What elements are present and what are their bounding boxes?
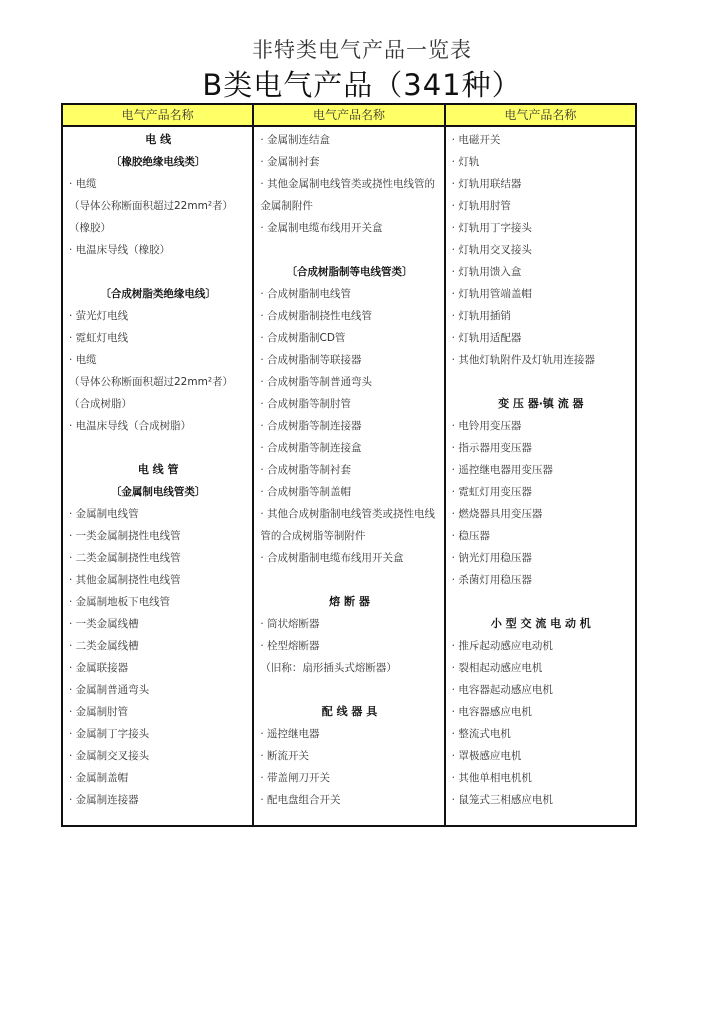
- list-item: · 二类金属制挠性电线管: [69, 552, 181, 564]
- table-column-1: [63, 105, 254, 825]
- list-item: · 萤光灯电线: [69, 310, 129, 322]
- list-item: · 二类金属线槽: [69, 640, 139, 652]
- list-item: · 灯轨用联结器: [451, 178, 522, 190]
- list-item-continuation: （导体公称断面积超过22mm²者）: [69, 200, 234, 212]
- spacer-row: [260, 239, 438, 261]
- product-table: [61, 103, 637, 827]
- column-body: [63, 127, 252, 811]
- list-item: · 筒状熔断器: [260, 618, 320, 630]
- subsection-heading: 〔金属制电线管类〕: [110, 486, 206, 498]
- column-body: [446, 127, 635, 811]
- list-item: · 钠光灯用稳压器: [451, 552, 532, 564]
- subsection-heading: 〔橡胶绝缘电线类〕: [110, 156, 206, 168]
- list-item: · 断流开关: [260, 750, 310, 762]
- list-item: · 配电盘组合开关: [260, 794, 341, 806]
- list-item: · 合成树脂制电线管: [260, 288, 352, 300]
- list-item: · 其他单相电机机: [451, 772, 532, 784]
- list-item: · 电磁开关: [451, 134, 501, 146]
- list-item: · 金属制普通弯头: [69, 684, 150, 696]
- list-item: · 其他灯轨附件及灯轨用连接器: [451, 354, 595, 366]
- list-item: · 霓虹灯用变压器: [451, 486, 532, 498]
- list-item: · 合成树脂制CD管: [260, 332, 346, 344]
- list-item: · 一类金属制挠性电线管: [69, 530, 181, 542]
- list-item: · 灯轨用插销: [451, 310, 511, 322]
- list-item: · 灯轨用丁字接头: [451, 222, 532, 234]
- list-item-continuation: （合成树脂）: [69, 398, 132, 410]
- section-heading: 熔 断 器: [329, 595, 370, 608]
- list-item: · 金属制连接器: [69, 794, 139, 806]
- list-item-continuation: （橡胶）: [69, 222, 111, 234]
- list-item: · 遥控继电器: [260, 728, 320, 740]
- list-item-continuation: 金属制附件: [260, 200, 313, 212]
- list-item: · 金属联接器: [69, 662, 129, 674]
- list-item: · 金属制电线管: [69, 508, 139, 520]
- list-item: · 一类金属线槽: [69, 618, 139, 630]
- list-item: · 霓虹灯电线: [69, 332, 129, 344]
- page-title: 非特类电气产品一览表: [252, 38, 472, 62]
- spacer-row: [69, 261, 247, 283]
- list-item: · 罩极感应电机: [451, 750, 522, 762]
- table-column-2: [254, 105, 445, 825]
- list-item: · 栓型熔断器: [260, 640, 320, 652]
- list-item: · 电温床导线（橡胶）: [69, 244, 171, 256]
- spacer-row: [260, 569, 438, 591]
- list-item: · 金属制衬套: [260, 156, 320, 168]
- list-item: · 合成树脂制电缆布线用开关盒: [260, 552, 404, 564]
- list-item: · 合成树脂制等联接器: [260, 354, 362, 366]
- column-body: [254, 127, 443, 811]
- list-item: · 带盖闸刀开关: [260, 772, 331, 784]
- section-heading: 电 线 管: [137, 463, 179, 476]
- list-item-continuation: （导体公称断面积超过22mm²者）: [69, 376, 234, 388]
- list-item: · 稳压器: [451, 530, 490, 542]
- list-item: · 金属制肘管: [69, 706, 129, 718]
- list-item: · 金属制丁字接头: [69, 728, 150, 740]
- section-heading: 小 型 交 流 电 动 机: [490, 617, 591, 630]
- list-item: · 灯轨用管端盖帽: [451, 288, 532, 300]
- section-heading: 电 线: [145, 133, 172, 146]
- spacer-row: [452, 591, 630, 613]
- list-item: · 其他金属制电线管类或挠性电线管的: [260, 178, 436, 190]
- list-item: · 合成树脂等制肘管: [260, 398, 352, 410]
- subsection-heading: 〔合成树脂类绝缘电线〕: [100, 288, 216, 300]
- list-item: · 金属制地板下电线管: [69, 596, 171, 608]
- subsection-heading: 〔合成树脂制等电线管类〕: [286, 266, 413, 278]
- list-item: · 灯轨: [451, 156, 480, 168]
- list-item: · 灯轨用馈入盒: [451, 266, 522, 278]
- list-item: · 整流式电机: [451, 728, 511, 740]
- list-item: · 杀菌灯用稳压器: [451, 574, 532, 586]
- list-item: · 灯轨用交叉接头: [451, 244, 532, 256]
- list-item: · 合成树脂等制普通弯头: [260, 376, 373, 388]
- list-item: · 燃烧器具用变压器: [451, 508, 543, 520]
- list-item: · 电铃用变压器: [451, 420, 522, 432]
- spacer-row: [452, 371, 630, 393]
- list-item: · 电缆: [69, 178, 97, 190]
- list-item: · 合成树脂等制连接器: [260, 420, 362, 432]
- list-item: · 合成树脂等制连接盒: [260, 442, 362, 454]
- list-item-continuation: 管的合成树脂等制附件: [260, 530, 366, 542]
- list-item: · 金属制连结盒: [260, 134, 331, 146]
- list-item: · 金属制盖帽: [69, 772, 129, 784]
- list-item: · 电缆: [69, 354, 97, 366]
- list-item: · 金属制电缆布线用开关盒: [260, 222, 383, 234]
- list-item: · 电容器起动感应电机: [451, 684, 553, 696]
- list-item: · 其他金属制挠性电线管: [69, 574, 181, 586]
- section-heading: 变 压 器·镇 流 器: [498, 397, 584, 410]
- list-item: · 合成树脂制挠性电线管: [260, 310, 373, 322]
- list-item: · 灯轨用肘管: [451, 200, 511, 212]
- column-header: 电气产品名称: [254, 105, 443, 127]
- column-header: 电气产品名称: [63, 105, 252, 127]
- column-header: 电气产品名称: [446, 105, 635, 127]
- list-item: · 电温床导线（合成树脂）: [69, 420, 192, 432]
- list-item: · 推斥起动感应电动机: [451, 640, 553, 652]
- table-column-3: [446, 105, 635, 825]
- list-item: · 灯轨用适配器: [451, 332, 522, 344]
- list-item-continuation: （旧称：扇形插头式熔断器）: [260, 662, 397, 674]
- list-item: · 鼠笼式三相感应电机: [451, 794, 553, 806]
- list-item: · 遥控继电器用变压器: [451, 464, 553, 476]
- spacer-row: [260, 679, 438, 701]
- list-item: · 指示器用变压器: [451, 442, 532, 454]
- list-item: · 合成树脂等制盖帽: [260, 486, 352, 498]
- list-item: · 电容器感应电机: [451, 706, 532, 718]
- list-item: · 金属制交叉接头: [69, 750, 150, 762]
- section-heading: 配 线 器 具: [321, 705, 378, 718]
- spacer-row: [69, 437, 247, 459]
- list-item: · 裂相起动感应电机: [451, 662, 543, 674]
- page-subtitle: B类电气产品（341种）: [202, 68, 522, 102]
- list-item: · 合成树脂等制衬套: [260, 464, 352, 476]
- list-item: · 其他合成树脂制电线管类或挠性电线: [260, 508, 436, 520]
